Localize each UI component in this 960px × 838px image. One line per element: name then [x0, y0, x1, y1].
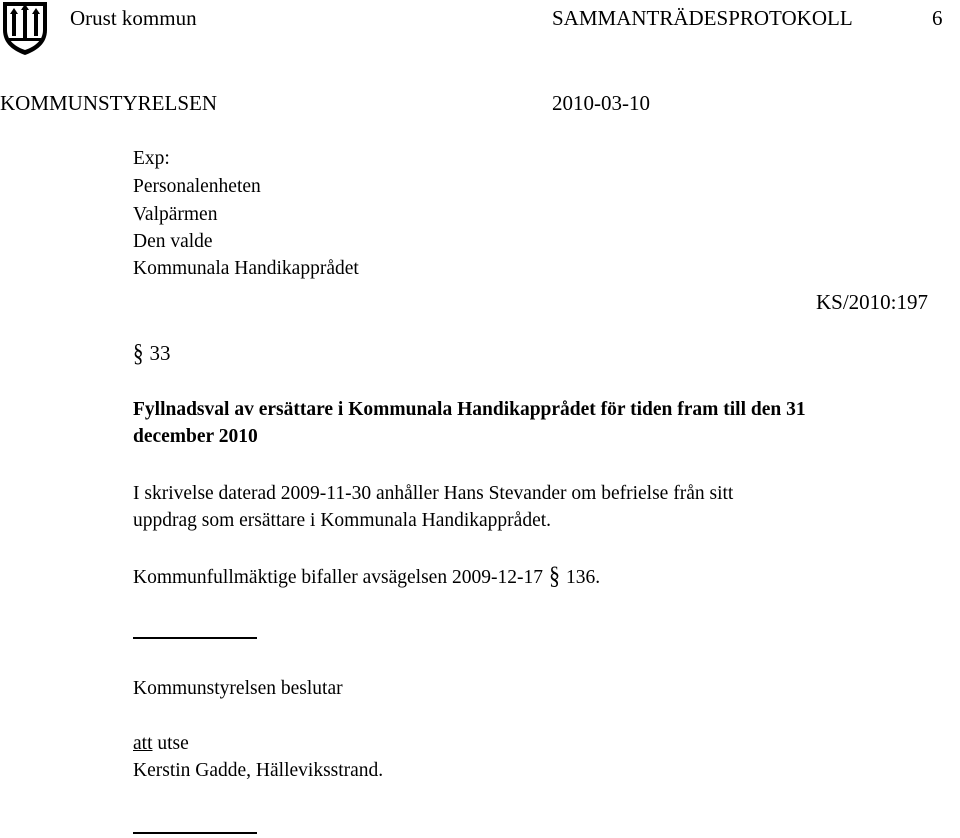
council-decision-text: Kommunfullmäktige bifaller avsägelsen 2009-12-17: [133, 567, 543, 588]
section-heading: [133, 338, 171, 368]
municipality-name: Orust kommun: [70, 6, 197, 30]
divider: [133, 637, 257, 639]
decision-clause: [133, 731, 189, 757]
decision-action: utse: [157, 733, 189, 754]
municipality-logo-icon: [0, 0, 50, 56]
council-decision-note: [133, 563, 600, 591]
decision-heading: Kommunstyrelsen beslutar: [133, 678, 343, 699]
distribution-label: Exp:: [133, 148, 170, 169]
divider: [133, 832, 257, 834]
appointed-person: Kerstin Gadde, Hälleviksstrand.: [133, 760, 384, 781]
distribution-recipient: Kommunala Handikapprådet: [133, 258, 359, 279]
committee-name: KOMMUNSTYRELSEN: [0, 91, 218, 115]
distribution-recipient: Personalenheten: [133, 176, 261, 197]
document-type: SAMMANTRÄDESPROTOKOLL: [552, 6, 853, 30]
distribution-recipient: Den valde: [133, 231, 213, 252]
body-paragraph-line-1: I skrivelse daterad 2009-11-30 anhåller Hans Stevander om befrielse från sitt: [133, 483, 734, 504]
council-decision-ref: 136.: [565, 567, 601, 588]
section-number: 33: [149, 341, 171, 365]
item-title-line-1: Fyllnadsval av ersättare i Kommunala Handikapprådet för tiden fram till den 31: [133, 399, 806, 420]
case-number: KS/2010:197: [816, 290, 929, 314]
distribution-recipient: Valpärmen: [133, 204, 218, 225]
section-symbol: §: [548, 561, 560, 590]
att-keyword: att: [133, 733, 153, 754]
item-title-line-2: december 2010: [133, 426, 258, 447]
section-symbol: §: [133, 338, 144, 368]
page-number: 6: [932, 6, 943, 30]
meeting-date: 2010-03-10: [552, 91, 650, 115]
body-paragraph-line-2: uppdrag som ersättare i Kommunala Handikapprådet.: [133, 510, 552, 531]
